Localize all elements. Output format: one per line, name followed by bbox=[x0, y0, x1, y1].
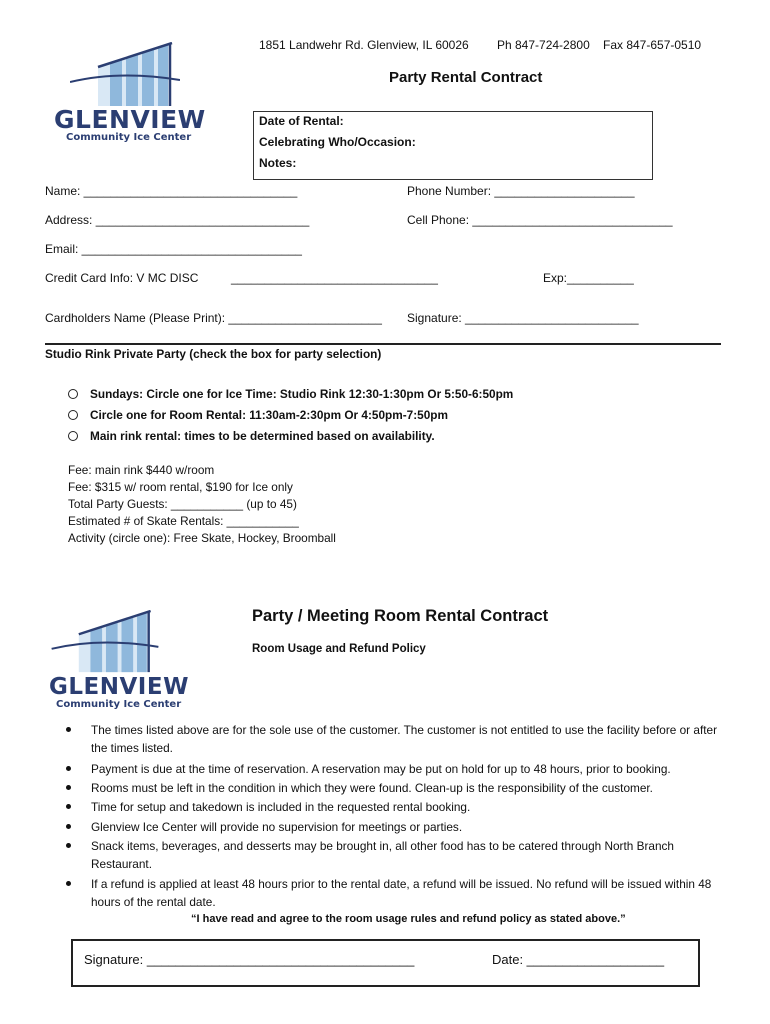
glenview-logo bbox=[54, 42, 230, 152]
notes-label[interactable]: Notes: bbox=[259, 156, 297, 170]
studio-heading: Studio Rink Private Party (check the box for party selection) bbox=[45, 347, 382, 361]
email-field[interactable]: Email: _________________________________ bbox=[45, 242, 302, 256]
radio-icon[interactable] bbox=[68, 431, 78, 441]
option-main-rink[interactable]: Main rink rental: times to be determined based on availability. bbox=[68, 429, 435, 443]
header-address: 1851 Landwehr Rd. Glenview, IL 60026 bbox=[259, 38, 469, 52]
bullet-icon bbox=[66, 824, 71, 829]
name-field[interactable]: Name: ________________________________ bbox=[45, 184, 298, 198]
radio-icon[interactable] bbox=[68, 410, 78, 420]
bullet-icon bbox=[66, 727, 71, 732]
cardholder-name-field[interactable]: Cardholders Name (Please Print): _______________________ bbox=[45, 311, 382, 325]
option-sundays[interactable]: Sundays: Circle one for Ice Time: Studio Rink 12:30-1:30pm Or 5:50-6:50pm bbox=[68, 387, 513, 401]
credit-card-label: Credit Card Info: V MC DISC bbox=[45, 271, 199, 285]
agreement-statement: “I have read and agree to the room usage rules and refund policy as stated above.” bbox=[191, 913, 626, 925]
meeting-subtitle: Room Usage and Refund Policy bbox=[252, 643, 426, 655]
divider bbox=[45, 343, 721, 345]
header-phone: Ph 847-724-2800 bbox=[497, 38, 590, 52]
studio-details bbox=[68, 463, 336, 548]
exp-field[interactable]: Exp:__________ bbox=[543, 271, 634, 285]
policy-item: Snack items, beverages, and desserts may be brought in, all other food has to be catered through North Branch Restaurant. bbox=[91, 839, 674, 871]
policy-item: Glenview Ice Center will provide no supervision for meetings or parties. bbox=[91, 820, 463, 834]
rental-info-box bbox=[253, 111, 653, 180]
page-title: Party Rental Contract bbox=[389, 69, 543, 86]
policy-item: Time for setup and takedown is included in the requested rental booking. bbox=[91, 800, 471, 814]
policy-item: Rooms must be left in the condition in which they were found. Clean-up is the responsibility of the customer. bbox=[91, 781, 653, 795]
option-room-rental[interactable]: Circle one for Room Rental: 11:30am-2:30pm Or 4:50pm-7:50pm bbox=[68, 408, 448, 422]
signature-field[interactable]: Signature: __________________________ bbox=[407, 311, 639, 325]
bullet-icon bbox=[66, 881, 71, 886]
logo-wordmark: GLENVIEW bbox=[49, 674, 189, 700]
bullet-icon bbox=[66, 766, 71, 771]
logo-wordmark: GLENVIEW bbox=[54, 105, 206, 134]
policy-item: If a refund is applied at least 48 hours prior to the rental date, a refund will be issued. No refund will be issued within 48 hours of the rental date. bbox=[91, 877, 712, 909]
date-of-rental-label[interactable]: Date of Rental: bbox=[259, 114, 344, 128]
credit-card-field[interactable]: _______________________________ bbox=[231, 271, 438, 285]
fee-main-rink: Fee: main rink $440 w/room bbox=[68, 463, 215, 477]
celebrating-label[interactable]: Celebrating Who/Occasion: bbox=[259, 135, 416, 149]
bullet-icon bbox=[66, 785, 71, 790]
fee-room-rental: Fee: $315 w/ room rental, $190 for Ice only bbox=[68, 480, 293, 494]
signature-box bbox=[71, 939, 700, 987]
building-icon bbox=[70, 42, 180, 110]
logo-subtitle: Community Ice Center bbox=[56, 699, 182, 710]
policy-item: Payment is due at the time of reservation. A reservation may be put on hold for up to 48 hours, prior to booking. bbox=[91, 762, 671, 776]
agreement-date-field[interactable]: Date: ___________________ bbox=[492, 952, 665, 967]
header-fax: Fax 847-657-0510 bbox=[603, 38, 702, 52]
building-icon bbox=[50, 610, 160, 676]
agreement-signature-field[interactable]: Signature: _____________________________________ bbox=[84, 952, 415, 967]
cell-phone-field[interactable]: Cell Phone: ______________________________ bbox=[407, 213, 673, 227]
glenview-logo-2 bbox=[50, 610, 220, 715]
policy-item: The times listed above are for the sole use of the customer. The customer is not entitled to use the facility before or after the times listed. bbox=[91, 723, 717, 755]
total-guests-field[interactable]: Total Party Guests: ___________ (up to 45) bbox=[68, 497, 297, 511]
logo-subtitle: Community Ice Center bbox=[66, 132, 192, 143]
bullet-icon bbox=[66, 843, 71, 848]
skate-rentals-field[interactable]: Estimated # of Skate Rentals: ___________ bbox=[68, 514, 299, 528]
radio-icon[interactable] bbox=[68, 389, 78, 399]
bullet-icon bbox=[66, 804, 71, 809]
meeting-title: Party / Meeting Room Rental Contract bbox=[252, 607, 549, 625]
phone-number-field[interactable]: Phone Number: _____________________ bbox=[407, 184, 635, 198]
address-field[interactable]: Address: ________________________________ bbox=[45, 213, 310, 227]
activity-field[interactable]: Activity (circle one): Free Skate, Hockey, Broomball bbox=[68, 531, 336, 545]
